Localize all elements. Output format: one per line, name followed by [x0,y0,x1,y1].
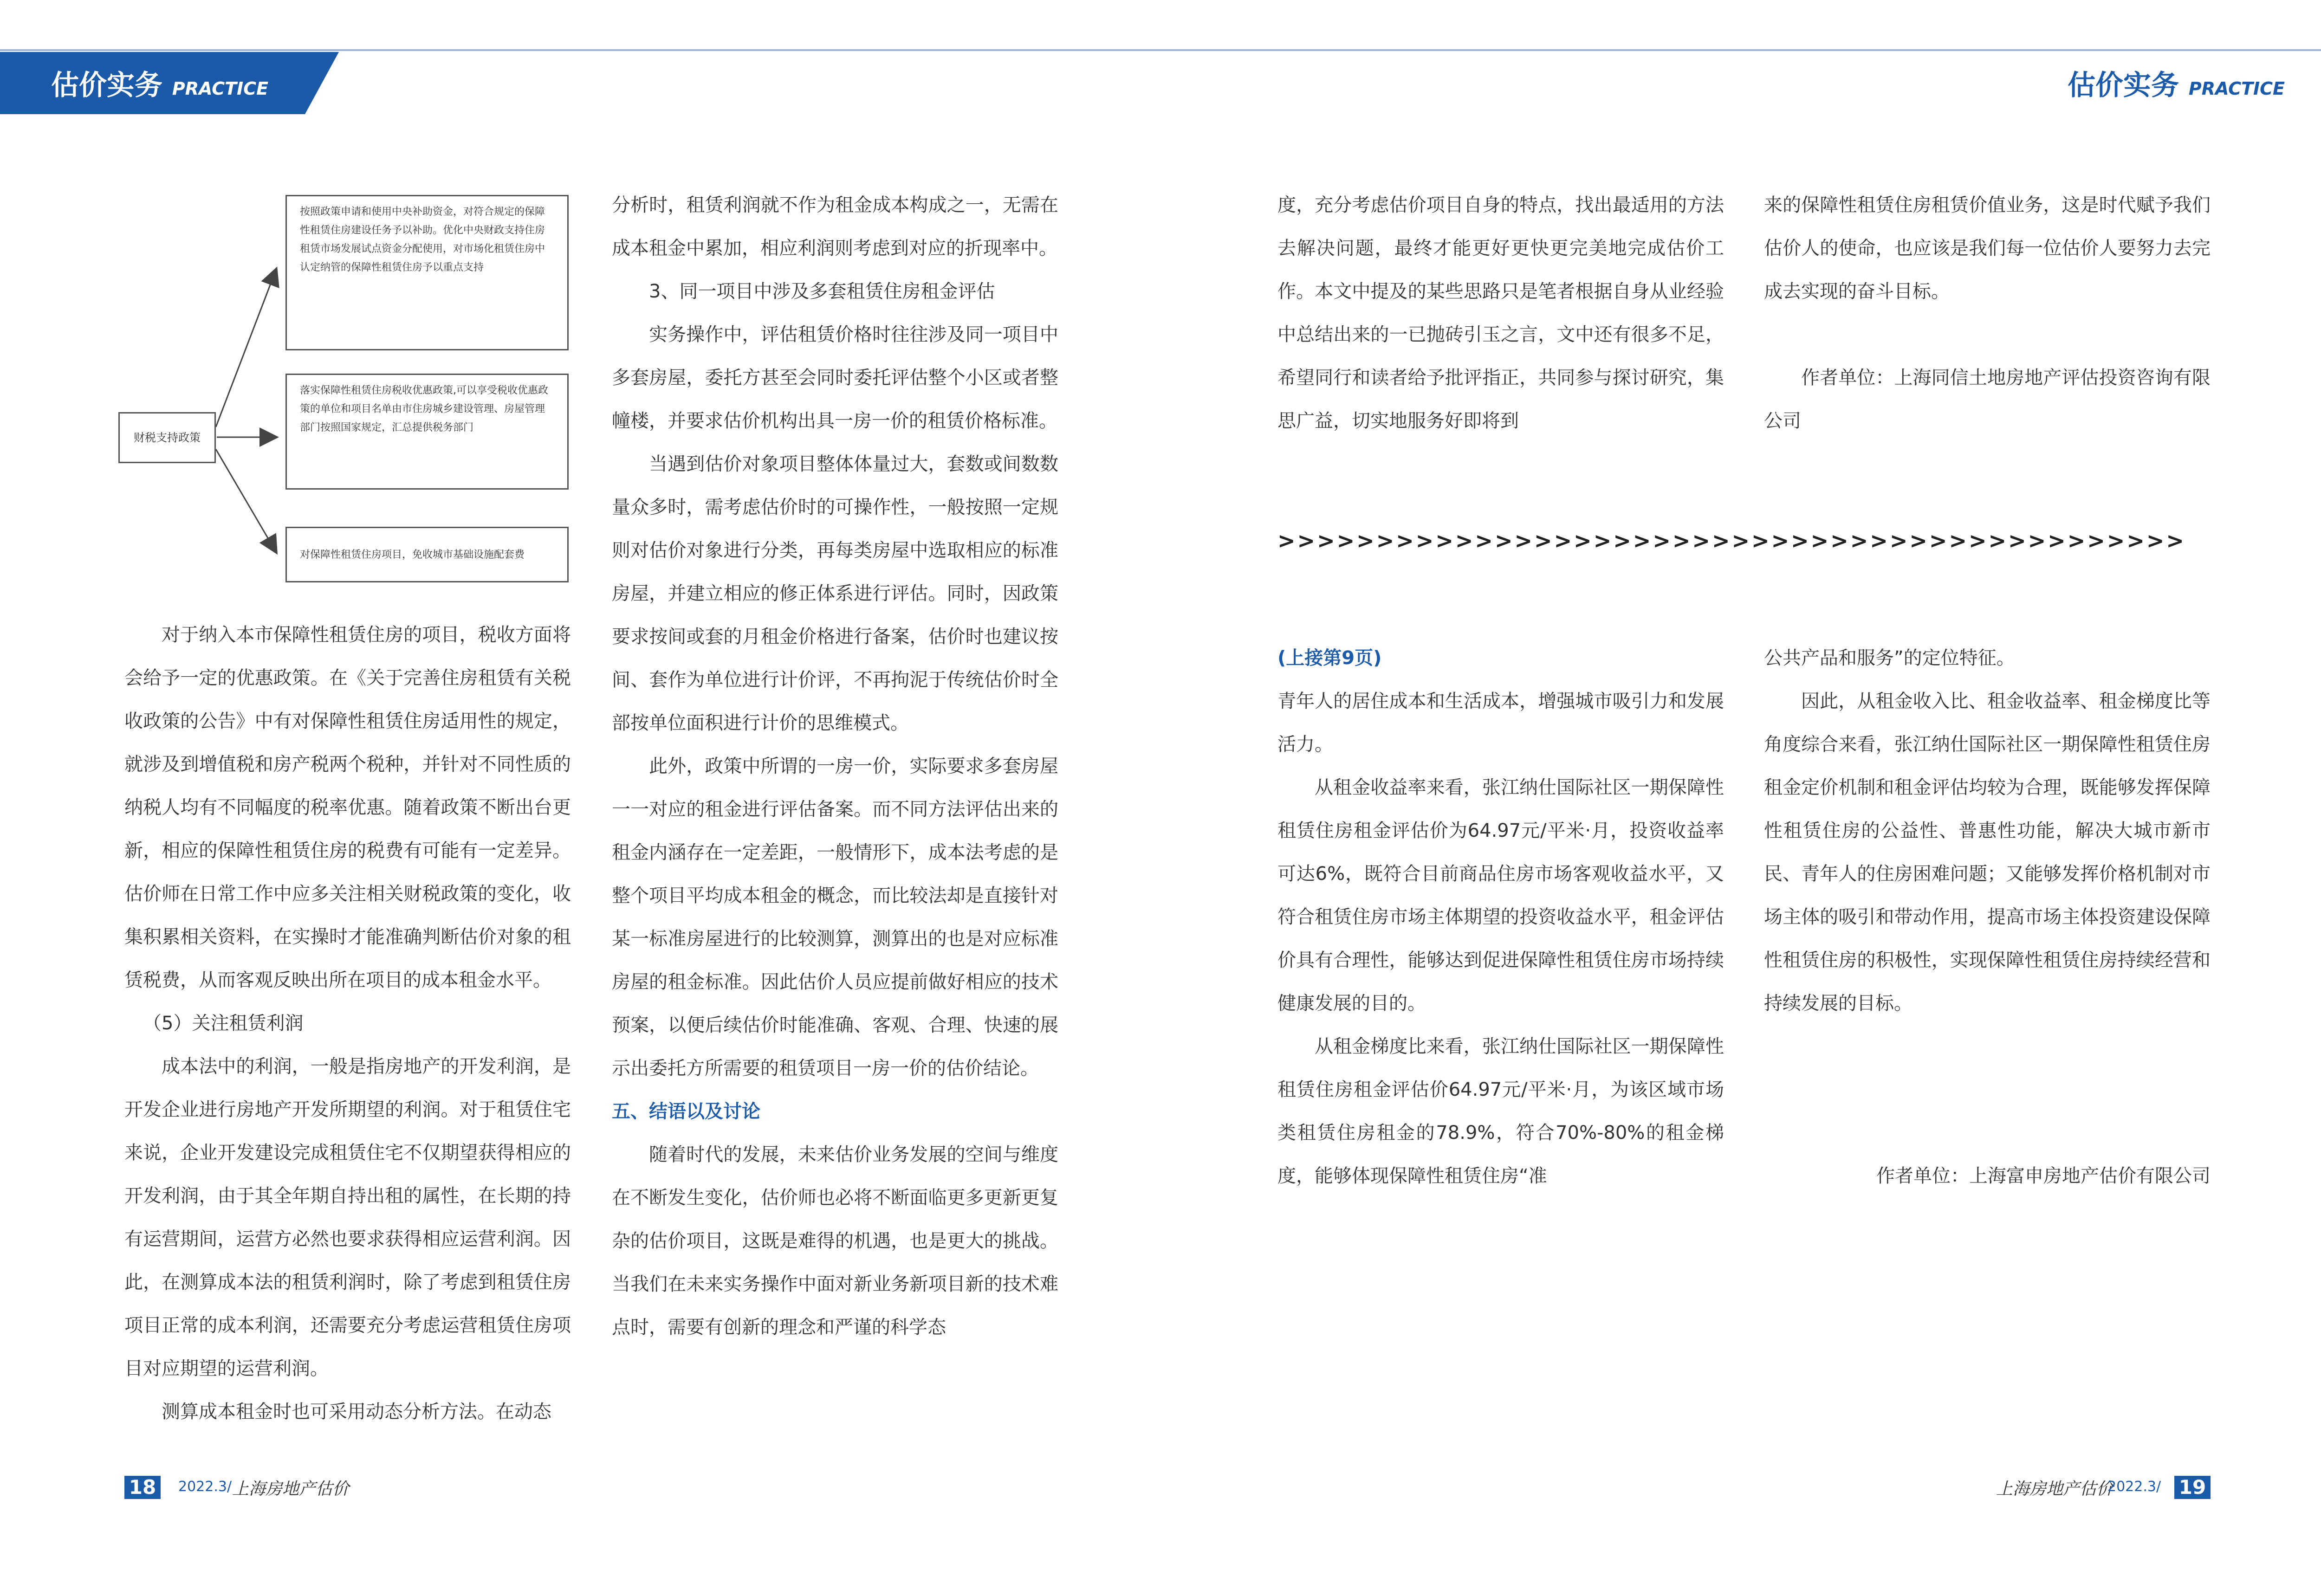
col5-paragraph-3: 从租金梯度比来看，张江纳仕国际社区一期保障性租赁住房租金评估价64.97元/平米·月，为该区域市场类租赁住房租金的78.9%，符合70%-80%的租金梯度，能够体现保障性租赁住房“准 [1277,1036,1724,1187]
col5-paragraph-2: 从租金收益率来看，张江纳仕国际社区一期保障性租赁住房租金评估价为64.97元/平米·月，投资收益率可达6%，既符合目前商品住房市场客观收益水平，又符合租赁住房市场主体期望的投资收益水平，租金评估价具有合理性，能够达到促进保障性租赁住房市场持续健康发展的目的。 [1277,777,1724,1014]
footer-issue-left: 2022.3/ [178,1479,232,1495]
section-divider-arrows: >>>>>>>>>>>>>>>>>>>>>>>>>>>>>>>>>>>>>>>>>>>>>> [1277,528,2186,553]
diagram-branch-2: 落实保障性租赁住房税收优惠政策,可以享受税收优惠政策的单位和项目名单由市住房城乡建设管理、房屋管理部门按照国家规定，汇总提供税务部门 [285,374,569,490]
header-rule [0,49,2321,51]
col1-paragraph-3: 测算成本租金时也可采用动态分析方法。在动态 [162,1401,551,1422]
arrow-to-branch-1 [216,269,276,427]
footer-magazine-right: 上海房地产估价 [1996,1480,2114,1499]
col5-continued-note: (上接第9页) [1277,647,1382,669]
diagram-root-box: 财税支持政策 [118,412,216,463]
right-title-en: PRACTICE [2188,78,2285,99]
footer-issue-right: 2022.3/ [2107,1479,2161,1495]
column-6 [1764,637,2211,1198]
col4-author: 作者单位：上海同信土地房地产评估投资咨询有限公司 [1764,367,2211,432]
column-4 [1764,184,2211,443]
right-section-title [2068,63,2285,103]
col2-paragraph-4: 此外，政策中所谓的一房一价，实际要求多套房屋一一对应的租金进行评估备案。而不同方法评估出来的租金内涵存在一定差距，一般情形下，成本法考虑的是整个项目平均成本租金的概念，而比较法却是直接针对某一标准房屋进行的比较测算，测算出的也是对应标准房屋的租金标准。因此估价人员应提前做好相应的技术预案，以便后续估价时能准确、客观、合理、快速的展示出委托方所需要的租赁项目一房一价的估价结论。 [612,756,1058,1079]
page-number-right: 19 [2174,1476,2211,1499]
right-title-cn: 估价实务 [2067,69,2179,102]
column-2 [612,184,1058,1349]
diagram-branch-1: 按照政策申请和使用中央补助资金，对符合规定的保障性租赁住房建设任务予以补助。优化中央财政支持住房租赁市场发展试点资金分配使用，对市场化租赁住房中认定纳管的保障性租赁住房予以重点支持 [285,195,569,350]
column-3 [1277,184,1724,443]
col2-paragraph-1: 分析时，租赁利润就不作为租金成本构成之一，无需在成本租金中累加，相应利润则考虑到对应的折现率中。 [612,194,1058,259]
col1-paragraph-1: 对于纳入本市保障性租赁住房的项目，税收方面将会给予一定的优惠政策。在《关于完善住房租赁有关税收政策的公告》中有对保障性租赁住房适用性的规定，就涉及到增值税和房产税两个税种，并针对不同性质的纳税人均有不同幅度的税率优惠。随着政策不断出台更新，相应的保障性租赁住房的税费有可能有一定差异。估价师在日常工作中应多关注相关财税政策的变化，收集积累相关资料，在实操时才能准确判断估价对象的租赁税费，从而客观反映出所在项目的成本租金水平。 [124,624,571,991]
diagram-branch-3: 对保障性租赁住房项目，免收城市基础设施配套费 [285,527,569,582]
col2-paragraph-5: 随着时代的发展，未来估价业务发展的空间与维度在不断发生变化，估价师也必将不断面临更多更新更复杂的估价项目，这既是难得的机遇，也是更大的挑战。当我们在未来实务操作中面对新业务新项目新的技术难点时，需要有创新的理念和严谨的科学态 [612,1144,1058,1338]
arrow-to-branch-3 [216,449,276,552]
footer-magazine-left: 上海房地产估价 [232,1480,350,1499]
left-title-en: PRACTICE [172,78,269,99]
policy-diagram [118,190,583,599]
col1-subheading: （5）关注租赁利润 [143,1013,304,1034]
col6-paragraph-1: 公共产品和服务”的定位特征。 [1764,647,2015,669]
col2-paragraph-2: 实务操作中，评估租赁价格时往往涉及同一项目中多套房屋，委托方甚至会同时委托评估整个小区或者整幢楼，并要求估价机构出具一房一价的租赁价格标准。 [612,324,1058,432]
col3-paragraph-1: 度，充分考虑估价项目自身的特点，找出最适用的方法去解决问题，最终才能更好更快更完美地完成估价工作。本文中提及的某些思路只是笔者根据自身从业经验中总结出来的一已抛砖引玉之言，文中还有很多不足，希望同行和读者给予批评指正，共同参与探讨研究，集思广益，切实地服务好即将到 [1277,194,1724,432]
col6-author: 作者单位：上海富申房地产估价有限公司 [1876,1165,2211,1187]
column-5 [1277,637,1724,1198]
col4-paragraph-1: 来的保障性租赁住房租赁价值业务，这是时代赋予我们估价人的使命，也应该是我们每一位估价人要努力去完成去实现的奋斗目标。 [1764,194,2211,302]
col2-subheading: 3、同一项目中涉及多套租赁住房租金评估 [649,281,995,302]
col1-paragraph-2: 成本法中的利润，一般是指房地产的开发利润，是开发企业进行房地产开发所期望的利润。对于租赁住宅来说，企业开发建设完成租赁住宅不仅期望获得相应的开发利润，由于其全年期自持出租的属性，在长期的持有运营期间，运营方必然也要求获得相应运营利润。因此，在测算成本法的租赁利润时，除了考虑到租赁住房项目正常的成本利润，还需要充分考虑运营租赁住房项目对应期望的运营利润。 [124,1056,571,1379]
col5-paragraph-1: 青年人的居住成本和生活成本，增强城市吸引力和发展活力。 [1277,691,1724,755]
left-section-title [51,63,268,103]
col6-paragraph-2: 因此，从租金收入比、租金收益率、租金梯度比等角度综合来看，张江纳仕国际社区一期保障性租赁住房租金定价机制和租金评估均较为合理，既能够发挥保障性租赁住房的公益性、普惠性功能，解决大城市新市民、青年人的住房困难问题；又能够发挥价格机制对市场主体的吸引和带动作用，提高市场主体投资建设保障性租赁住房的积极性，实现保障性租赁住房持续经营和持续发展的目标。 [1764,691,2211,1014]
column-1 [124,614,571,1434]
page-number-left: 18 [124,1476,161,1499]
col2-paragraph-3: 当遇到估价对象项目整体体量过大，套数或间数数量众多时，需考虑估价时的可操作性，一般按照一定规则对估价对象进行分类，再每类房屋中选取相应的标准房屋，并建立相应的修正体系进行评估。同时，因政策要求按间或套的月租金价格进行备案，估价时也建议按间、套作为单位进行计价评，不再拘泥于传统估价时全部按单位面积进行计价的思维模式。 [612,453,1058,734]
col2-section-heading: 五、结语以及讨论 [612,1101,760,1122]
left-title-cn: 估价实务 [51,69,162,102]
